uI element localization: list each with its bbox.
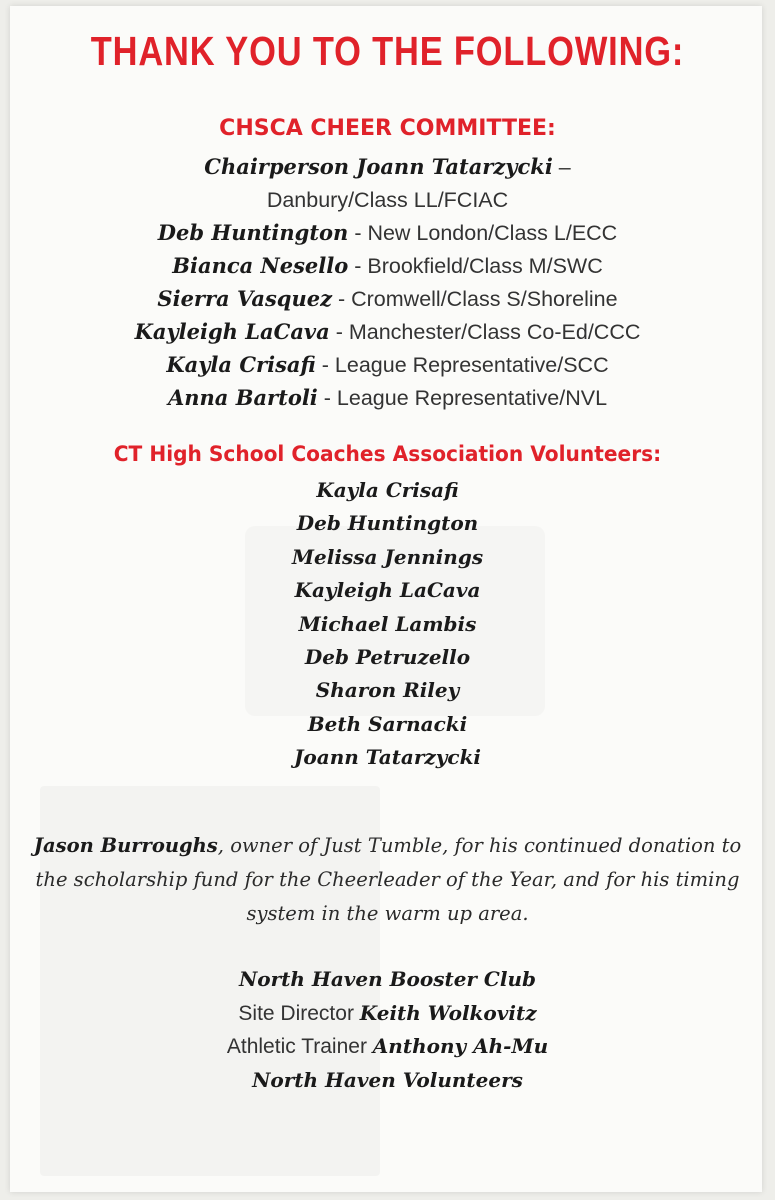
member-role: - New London/Class L/ECC bbox=[348, 221, 618, 245]
closing-name: North Haven Volunteers bbox=[252, 1067, 523, 1092]
committee-list bbox=[0, 150, 775, 414]
closing-line bbox=[0, 963, 775, 997]
committee-member bbox=[0, 183, 775, 216]
volunteer-name: Michael Lambis bbox=[298, 611, 477, 636]
committee-member bbox=[0, 150, 775, 183]
member-name: Kayleigh LaCava bbox=[134, 319, 330, 344]
committee-member bbox=[0, 315, 775, 348]
volunteers-list bbox=[0, 474, 775, 775]
member-name: Kayla Crisafi bbox=[166, 352, 316, 377]
closing-name: Keith Wolkovitz bbox=[359, 1000, 537, 1025]
closing-role: Athletic Trainer bbox=[226, 1035, 373, 1058]
member-role: - Cromwell/Class S/Shoreline bbox=[332, 287, 618, 311]
committee-member bbox=[0, 216, 775, 249]
volunteer-name: Kayla Crisafi bbox=[316, 478, 459, 502]
member-name: Deb Huntington bbox=[157, 220, 349, 245]
acknowledgement-text: , owner of Just Tumble, for his continued donation to the scholarship fund for the Cheerleader of the Year, and for his timing system in the warm up area. bbox=[35, 834, 742, 925]
member-name: Sierra Vasquez bbox=[157, 286, 333, 311]
volunteer-name: Sharon Riley bbox=[315, 678, 460, 703]
member-name: Bianca Nesello bbox=[172, 253, 349, 278]
member-role: - Manchester/Class Co-Ed/CCC bbox=[329, 320, 641, 344]
volunteer-name: Beth Sarnacki bbox=[307, 711, 468, 736]
committee-member bbox=[0, 249, 775, 282]
closing-line bbox=[0, 1030, 775, 1064]
closing-line bbox=[0, 997, 775, 1031]
acknowledgement-paragraph bbox=[30, 829, 745, 931]
closing-role: Site Director bbox=[238, 1001, 360, 1025]
closing-name: North Haven Booster Club bbox=[239, 967, 536, 991]
member-role: - Brookfield/Class M/SWC bbox=[348, 254, 603, 278]
member-role: - League Representative/NVL bbox=[317, 386, 608, 410]
volunteers-title: CT High School Coaches Association Volunteers: bbox=[113, 442, 662, 466]
committee-member bbox=[0, 348, 775, 381]
member-name: Chairperson Joann Tatarzycki bbox=[204, 154, 553, 179]
closing-name: Anthony Ah-Mu bbox=[372, 1034, 549, 1058]
volunteer-name: Deb Huntington bbox=[296, 511, 479, 536]
page-headline: THANK YOU TO THE FOLLOWING: bbox=[90, 28, 685, 74]
acknowledgement-name: Jason Burroughs bbox=[33, 834, 218, 857]
member-role: - League Representative/SCC bbox=[315, 353, 609, 377]
member-role: Danbury/Class LL/FCIAC bbox=[266, 188, 509, 212]
committee-title: CHSCA CHEER COMMITTEE: bbox=[219, 116, 556, 141]
volunteer-name: Joann Tatarzycki bbox=[293, 745, 482, 770]
member-role: – bbox=[552, 155, 571, 179]
volunteer-name: Deb Petruzello bbox=[304, 644, 471, 669]
closing-line bbox=[0, 1064, 775, 1098]
committee-member bbox=[0, 282, 775, 315]
volunteer-name: Melissa Jennings bbox=[291, 544, 484, 569]
closing-list bbox=[0, 963, 775, 1097]
member-name: Anna Bartoli bbox=[167, 385, 318, 410]
volunteer-name: Kayleigh LaCava bbox=[294, 578, 481, 603]
committee-member bbox=[0, 381, 775, 414]
